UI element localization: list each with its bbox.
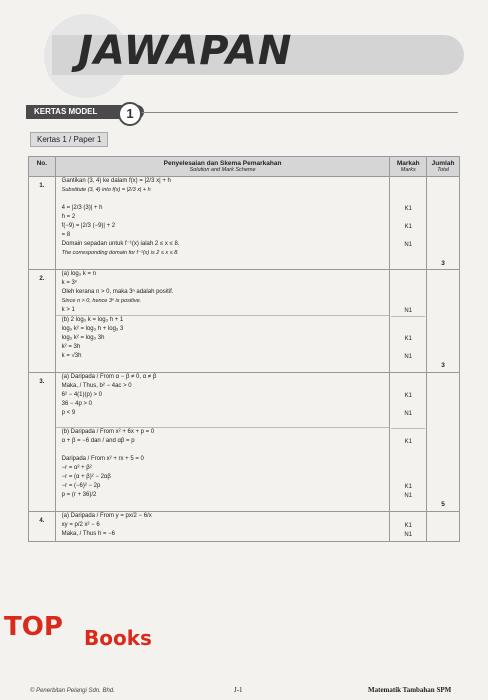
solution-line: k = √3h (61, 353, 82, 359)
mark-value: N1 (404, 308, 413, 314)
solution-line: −r = α² + β² (61, 465, 92, 471)
solution-line: α + β = −6 dan / and αβ = p (61, 438, 135, 444)
solution-line: −r = (α + β)² − 2αβ (61, 474, 111, 480)
marks-cell (390, 512, 427, 542)
solution-line (56, 195, 390, 204)
mark-value: N1 (404, 354, 413, 360)
footer-publisher: © Penerbitan Pelangi Sdn. Bhd. (30, 688, 115, 694)
solution-line: The corresponding domain for f⁻¹(x) is 2 ≤ x ≤ 8. (61, 250, 179, 256)
total-value (428, 531, 458, 540)
total-value: 3 (441, 362, 445, 369)
solution-line: (a) Daripada / From y = px/2 − 6/x (61, 513, 152, 519)
total-cell (427, 512, 460, 542)
solution-cell (55, 270, 390, 373)
question-number: 1. (29, 177, 56, 270)
solution-line (56, 258, 390, 267)
mark-value: K1 (404, 336, 412, 342)
mark-value (391, 214, 425, 223)
solution-line: k² = 3h (61, 344, 81, 350)
mark-value (391, 271, 425, 280)
solution-line: Maka, / Thus, b² − 4ac > 0 (61, 383, 132, 389)
mark-value (391, 374, 425, 383)
mark-value (391, 456, 425, 465)
marks-block (391, 316, 425, 371)
mark-value: N1 (404, 411, 413, 417)
solution-line: (b) Daripada / From x² + 6x + p = 0 (61, 429, 155, 435)
solution-line: −r = (−6)² − 2p (61, 483, 101, 489)
marks-cell (390, 177, 427, 270)
footer-page-number: J-1 (234, 686, 243, 694)
solution-line: xy = p/2 x² − 6 (61, 522, 100, 528)
table-row (29, 177, 460, 270)
mark-value: K1 (404, 523, 412, 529)
marks-cell (390, 373, 427, 512)
mark-value (391, 344, 425, 353)
solution-line: f(−9) = |2/3 (−9)| + 2 (61, 223, 116, 229)
column-solution: Penyelesaian dan Skema Pemarkahan Solution and Mark Scheme (55, 157, 390, 177)
answer-table (28, 156, 460, 542)
marks-block (391, 178, 425, 268)
mark-value (391, 501, 425, 510)
mark-value (391, 362, 425, 371)
table-header-row (29, 157, 460, 177)
total-cell (427, 270, 460, 373)
column-no: No. (29, 157, 56, 177)
solution-line: 4 = |2/3 (3)| + h (61, 205, 103, 211)
mark-value (391, 474, 425, 483)
solution-line: Gantikan (3, 4) ke dalam f(x) = |2/3 x| + h (61, 178, 171, 184)
solution-block (56, 373, 390, 427)
model-number: 1 (118, 102, 142, 126)
solution-line: (a) Daripada / From α − β ≠ 0, α ≠ β (61, 374, 157, 380)
question-number: 3. (29, 373, 56, 512)
mark-value: K1 (404, 439, 412, 445)
column-marks: Markah Marks (390, 157, 427, 177)
mark-value (391, 317, 425, 326)
solution-line: p < 9 (61, 410, 76, 416)
mark-value (391, 232, 425, 241)
solution-line: (a) log₃ k = n (61, 271, 96, 277)
marks-cell (390, 270, 427, 373)
solution-line (56, 500, 390, 509)
solution-line: p = (r + 36)/2 (61, 492, 97, 498)
footer-book-title: Matematik Tambahan SPM (368, 686, 452, 694)
solution-block (56, 427, 390, 509)
solution-line: log₃ k² = log₃ h + log₃ 3 (61, 326, 124, 332)
mark-value (391, 465, 425, 474)
question-number: 4. (29, 512, 56, 542)
solution-line: Domain sepadan untuk f⁻¹(x) ialah 2 ≤ x ≤ 8. (61, 241, 180, 247)
mark-value (391, 196, 425, 205)
solution-line: log₃ k² = log₃ 3h (61, 335, 105, 341)
page-title: JAWAPAN (78, 28, 293, 74)
solution-cell (55, 177, 390, 270)
marks-block (391, 374, 425, 428)
mark-value (391, 429, 425, 438)
mark-value (391, 513, 425, 522)
solution-line: Maka, / Thus h = −6 (61, 531, 115, 537)
marks-block (391, 513, 425, 540)
solution-line: Substitute (3, 4) into f(x) = |2/3 x| + h (61, 187, 151, 193)
mark-value (391, 326, 425, 335)
solution-block (56, 315, 390, 370)
mark-value: N1 (404, 242, 413, 248)
solution-line: Since n > 0, hence 3ⁿ is positive. (61, 298, 142, 304)
mark-value: K1 (404, 393, 412, 399)
solution-cell (55, 512, 390, 542)
column-total: Jumlah Total (427, 157, 460, 177)
mark-value (391, 401, 425, 410)
solution-line: h = 2 (61, 214, 76, 220)
mark-value (391, 250, 425, 259)
mark-value (391, 383, 425, 392)
paper-tag: Kertas 1 / Paper 1 (30, 132, 108, 147)
mark-value (391, 259, 425, 268)
table-row (29, 270, 460, 373)
mark-value: K1 (404, 206, 412, 212)
mark-value: N1 (404, 493, 413, 499)
solution-line: k > 1 (61, 307, 75, 313)
solution-block (56, 512, 390, 539)
mark-value: K1 (404, 224, 412, 230)
solution-line: 36 − 4p > 0 (61, 401, 93, 407)
solution-line (56, 418, 390, 427)
mark-value (391, 187, 425, 196)
mark-value (391, 419, 425, 428)
total-value: 5 (441, 501, 445, 508)
solution-line: Daripada / From x² + rx + 5 = 0 (61, 456, 144, 462)
total-cell (427, 373, 460, 512)
mark-value: N1 (404, 532, 413, 538)
mark-value (391, 289, 425, 298)
solution-line: Oleh kerana n > 0, maka 3ⁿ adalah positif. (61, 289, 174, 295)
marks-block (391, 271, 425, 316)
mark-value (391, 447, 425, 456)
solution-block (56, 270, 390, 315)
table-row (29, 373, 460, 512)
solution-line (56, 446, 390, 455)
solution-cell (55, 373, 390, 512)
solution-line: = 8 (61, 232, 71, 238)
solution-line (56, 361, 390, 370)
solution-block (56, 177, 390, 267)
solution-line: k = 3ⁿ (61, 280, 78, 286)
question-number: 2. (29, 270, 56, 373)
total-value: 3 (441, 260, 445, 267)
solution-line: 6² − 4(1)(p) > 0 (61, 392, 103, 398)
marks-block (391, 428, 425, 510)
model-divider (136, 112, 458, 113)
mark-value (391, 280, 425, 289)
table-row (29, 512, 460, 542)
mark-value (391, 298, 425, 307)
model-label: KERTAS MODEL (26, 105, 144, 119)
mark-value (391, 178, 425, 187)
mark-value: K1 (404, 484, 412, 490)
solution-line: (b) 2 log₃ k = log₃ h + 1 (61, 317, 124, 323)
model-bar (26, 105, 458, 119)
total-cell (427, 177, 460, 270)
